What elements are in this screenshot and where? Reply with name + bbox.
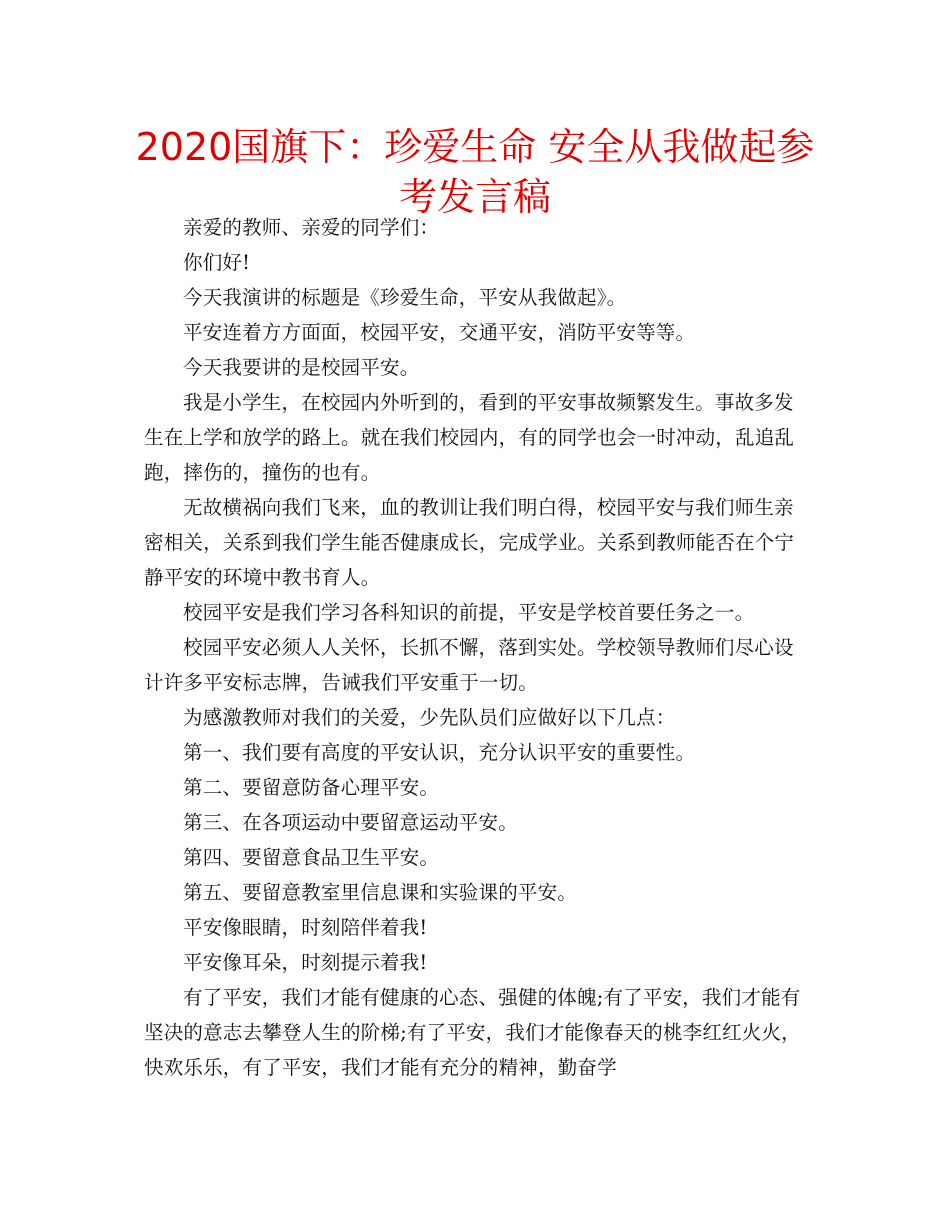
paragraph-eyes: 平安像眼睛，时刻陪伴着我! bbox=[183, 916, 428, 939]
paragraph-point-1: 第一、我们要有高度的平安认识，充分认识平安的重要性。 bbox=[183, 741, 696, 764]
paragraph-premise: 校园平安是我们学习各科知识的前提，平安是学校首要任务之一。 bbox=[183, 601, 755, 624]
paragraph-speech-topic: 今天我演讲的标题是《珍爱生命，平安从我做起》。 bbox=[183, 286, 627, 309]
paragraph-point-5: 第五、要留意教室里信息课和实验课的平安。 bbox=[183, 881, 578, 904]
paragraph-point-2: 第二、要留意防备心理平安。 bbox=[183, 776, 440, 799]
paragraph-everyone-cares: 校园平安必须人人关怀，长抓不懈，落到实处。学校领导教师们尽心设计许多平安标志牌，告诫我们平安重于一切。 bbox=[144, 636, 794, 694]
paragraph-ears: 平安像耳朵，时刻提示着我! bbox=[183, 951, 428, 974]
paragraph-campus-safety: 今天我要讲的是校园平安。 bbox=[183, 356, 420, 379]
paragraph-lessons: 无故横祸向我们飞来，血的教训让我们明白得，校园平安与我们师生亲密相关，关系到我们学生能否健康成长，完成学业。关系到教师能否在个宁静平安的环境中教书育人。 bbox=[144, 496, 795, 589]
paragraph-safety-aspects: 平安连着方方面面，校园平安，交通平安，消防平安等等。 bbox=[183, 321, 696, 344]
paragraph-point-4: 第四、要留意食品卫生平安。 bbox=[183, 846, 440, 869]
paragraph-greeting: 亲爱的教师、亲爱的同学们： bbox=[183, 216, 440, 239]
paragraph-points-intro: 为感激教师对我们的关爱，少先队员们应做好以下几点： bbox=[183, 706, 676, 729]
paragraph-hello: 你们好! bbox=[183, 251, 251, 274]
paragraph-accidents: 我是小学生，在校园内外听到的，看到的平安事故频繁发生。事故多发生在上学和放学的路上。就在我们校园内，有的同学也会一时冲动，乱追乱跑，摔伤的，撞伤的也有。 bbox=[144, 391, 795, 484]
paragraph-with-safety: 有了平安，我们才能有健康的心态、强健的体魄;有了平安，我们才能有坚决的意志去攀登人生的阶梯;有了平安，我们才能像春天的桃李红红火火，快欢乐乐，有了平安，我们才能有充分的精神，勤奋学 bbox=[144, 986, 801, 1079]
document-title: 2020国旗下：珍爱生命 安全从我做起参考发言稿 bbox=[135, 125, 815, 219]
document-body bbox=[144, 210, 810, 1085]
paragraph-point-3: 第三、在各项运动中要留意运动平安。 bbox=[183, 811, 518, 834]
